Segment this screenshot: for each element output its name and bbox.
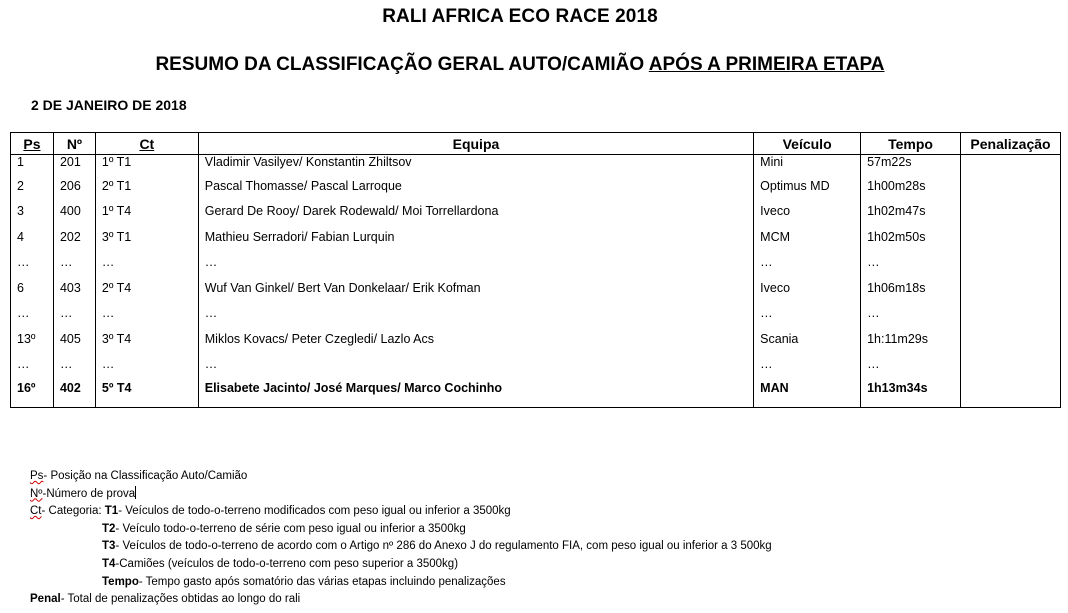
cell-ps: 13º bbox=[11, 326, 54, 352]
cell-num: 202 bbox=[53, 224, 95, 250]
cell-num: … bbox=[53, 352, 95, 378]
table-row bbox=[11, 199, 1061, 225]
cell-ps: … bbox=[11, 250, 54, 276]
table-row bbox=[11, 250, 1061, 276]
cell-time: 1h13m34s bbox=[861, 377, 961, 408]
cell-ct: … bbox=[95, 352, 198, 378]
table-row bbox=[11, 224, 1061, 250]
cell-num: 400 bbox=[53, 199, 95, 225]
cell-team: Miklos Kovacs/ Peter Czegledi/ Lazlo Acs bbox=[198, 326, 753, 352]
cell-time: 57m22s bbox=[861, 155, 961, 174]
table-row bbox=[11, 352, 1061, 378]
cell-time: 1h06m18s bbox=[861, 275, 961, 301]
cell-penalty bbox=[961, 352, 1061, 378]
cell-ct: … bbox=[95, 250, 198, 276]
cell-vehicle: … bbox=[754, 250, 861, 276]
header-num: Nº bbox=[53, 133, 95, 155]
subtitle-underlined: APÓS A PRIMEIRA ETAPA bbox=[648, 54, 885, 75]
cell-time: 1h:11m29s bbox=[861, 326, 961, 352]
results-body bbox=[11, 155, 1061, 408]
header-ps: Ps bbox=[11, 133, 54, 155]
text-cursor bbox=[135, 486, 136, 499]
cell-vehicle: Optimus MD bbox=[754, 173, 861, 199]
cell-penalty bbox=[961, 275, 1061, 301]
cell-num: … bbox=[53, 301, 95, 327]
header-vehicle: Veículo bbox=[754, 133, 861, 155]
cell-ps: … bbox=[11, 301, 54, 327]
cell-vehicle: Scania bbox=[754, 326, 861, 352]
cell-vehicle: Mini bbox=[754, 155, 861, 174]
cell-time: 1h00m28s bbox=[861, 173, 961, 199]
cell-ct: 2º T1 bbox=[95, 173, 198, 199]
subtitle-prefix: RESUMO DA CLASSIFICAÇÃO GERAL AUTO/CAMIÃO bbox=[155, 54, 645, 75]
document-date: 2 DE JANEIRO DE 2018 bbox=[31, 97, 187, 113]
document-subtitle bbox=[0, 54, 1040, 76]
cell-vehicle: MAN bbox=[754, 377, 861, 408]
cell-num: 403 bbox=[53, 275, 95, 301]
table-row bbox=[11, 377, 1061, 408]
cell-team: … bbox=[198, 301, 753, 327]
cell-num: 201 bbox=[53, 155, 95, 174]
cell-ps: 2 bbox=[11, 173, 54, 199]
cell-ct: 5º T4 bbox=[95, 377, 198, 408]
header-time: Tempo bbox=[861, 133, 961, 155]
cell-team: Elisabete Jacinto/ José Marques/ Marco Cochinho bbox=[198, 377, 753, 408]
cell-team: Vladimir Vasilyev/ Konstantin Zhiltsov bbox=[198, 155, 753, 174]
cell-team: Gerard De Rooy/ Darek Rodewald/ Moi Torrellardona bbox=[198, 199, 753, 225]
legend-t2: T2- Veículo todo-o-terreno de série com peso igual ou inferior a 3500kg bbox=[102, 522, 466, 535]
results-table bbox=[10, 132, 1061, 408]
legend-num: Nº-Número de prova bbox=[30, 487, 136, 500]
table-header-row bbox=[11, 133, 1061, 155]
cell-num: 206 bbox=[53, 173, 95, 199]
cell-penalty bbox=[961, 224, 1061, 250]
legend bbox=[30, 468, 772, 609]
cell-vehicle: … bbox=[754, 301, 861, 327]
table-row bbox=[11, 275, 1061, 301]
document-title: RALI AFRICA ECO RACE 2018 bbox=[382, 6, 658, 27]
table-row bbox=[11, 155, 1061, 174]
cell-ct: 1º T4 bbox=[95, 199, 198, 225]
cell-penalty bbox=[961, 377, 1061, 408]
cell-ps: 3 bbox=[11, 199, 54, 225]
cell-time: 1h02m47s bbox=[861, 199, 961, 225]
cell-penalty bbox=[961, 326, 1061, 352]
table-row bbox=[11, 326, 1061, 352]
cell-ps: 1 bbox=[11, 155, 54, 174]
cell-num: 405 bbox=[53, 326, 95, 352]
cell-ps: 6 bbox=[11, 275, 54, 301]
cell-time: 1h02m50s bbox=[861, 224, 961, 250]
cell-vehicle: Iveco bbox=[754, 199, 861, 225]
cell-team: Mathieu Serradori/ Fabian Lurquin bbox=[198, 224, 753, 250]
cell-team: Wuf Van Ginkel/ Bert Van Donkelaar/ Erik Kofman bbox=[198, 275, 753, 301]
cell-penalty bbox=[961, 250, 1061, 276]
header-team: Equipa bbox=[198, 133, 753, 155]
cell-vehicle: MCM bbox=[754, 224, 861, 250]
cell-num: 402 bbox=[53, 377, 95, 408]
cell-time: … bbox=[861, 301, 961, 327]
cell-penalty bbox=[961, 301, 1061, 327]
cell-ps: … bbox=[11, 352, 54, 378]
cell-team: Pascal Thomasse/ Pascal Larroque bbox=[198, 173, 753, 199]
cell-ct: 1º T1 bbox=[95, 155, 198, 174]
table-row bbox=[11, 301, 1061, 327]
cell-ct: … bbox=[95, 301, 198, 327]
cell-ps: 16º bbox=[11, 377, 54, 408]
legend-ps: Ps- Posição na Classificação Auto/Camião bbox=[30, 470, 248, 482]
cell-num: … bbox=[53, 250, 95, 276]
cell-vehicle: … bbox=[754, 352, 861, 378]
cell-team: … bbox=[198, 250, 753, 276]
cell-time: … bbox=[861, 250, 961, 276]
legend-ct: Ct- Categoria: T1- Veículos de todo-o-terreno modificados com peso igual ou inferior a 3500kg bbox=[30, 505, 511, 518]
cell-penalty bbox=[961, 155, 1061, 174]
legend-penal: Penal- Total de penalizações obtidas ao longo do rali bbox=[30, 593, 301, 606]
cell-penalty bbox=[961, 199, 1061, 225]
cell-time: … bbox=[861, 352, 961, 378]
cell-team: … bbox=[198, 352, 753, 378]
cell-ct: 3º T1 bbox=[95, 224, 198, 250]
cell-vehicle: Iveco bbox=[754, 275, 861, 301]
cell-ct: 2º T4 bbox=[95, 275, 198, 301]
cell-ct: 3º T4 bbox=[95, 326, 198, 352]
cell-ps: 4 bbox=[11, 224, 54, 250]
cell-penalty bbox=[961, 173, 1061, 199]
legend-t3: T3- Veículos de todo-o-terreno de acordo com o Artigo nº 286 do Anexo J do regulamento FIA, com peso igual ou inferior a 3 500kg bbox=[102, 540, 772, 553]
header-ct: Ct bbox=[95, 133, 198, 155]
legend-tempo: Tempo- Tempo gasto após somatório das várias etapas incluindo penalizações bbox=[102, 575, 506, 588]
table-row bbox=[11, 173, 1061, 199]
legend-t4: T4-Camiões (veículos de todo-o-terreno com peso superior a 3500kg) bbox=[102, 557, 459, 570]
header-penalty: Penalização bbox=[961, 133, 1061, 155]
